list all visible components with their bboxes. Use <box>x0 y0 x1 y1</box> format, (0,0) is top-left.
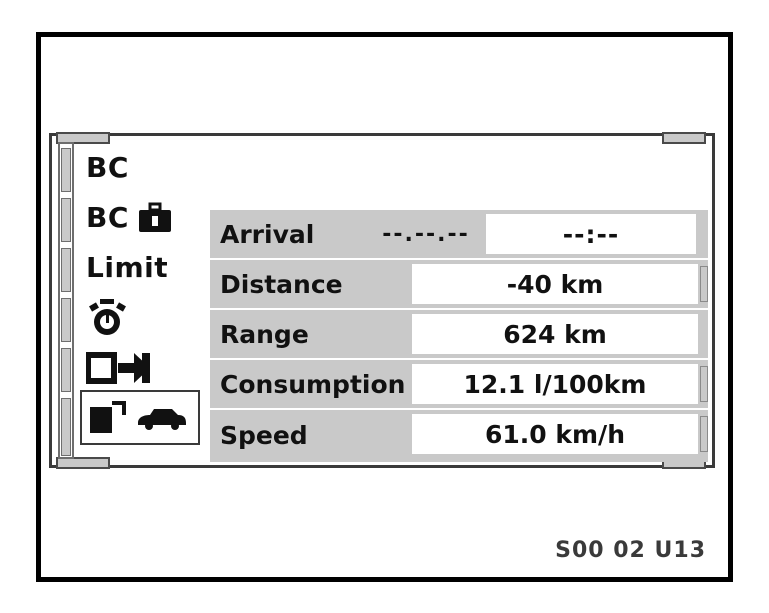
row-scroll-nub <box>700 416 708 452</box>
menu-item-label: BC <box>86 201 129 234</box>
lcd-display-panel <box>49 133 715 468</box>
exit-arrow-icon <box>86 351 152 385</box>
row-label: Speed <box>220 420 308 450</box>
menu-column <box>80 140 204 465</box>
row-label: Arrival <box>220 219 315 249</box>
menu-item-vehicle[interactable] <box>80 390 200 445</box>
row-scroll-nub <box>700 366 708 402</box>
row-label: Consumption <box>220 369 406 399</box>
row-label: Range <box>220 319 309 349</box>
row-scroll-nub <box>700 266 708 302</box>
row-value: 12.1 l/100km <box>412 364 698 404</box>
menu-item-stopwatch[interactable] <box>80 290 200 345</box>
stopwatch-icon <box>86 298 130 338</box>
menu-item-bc[interactable] <box>80 140 200 195</box>
row-value: 61.0 km/h <box>412 414 698 454</box>
menu-item-label: BC <box>86 151 129 184</box>
menu-item-exit[interactable] <box>80 340 200 395</box>
menu-item-bc-trip[interactable] <box>80 190 200 245</box>
table-row[interactable] <box>210 310 708 360</box>
table-row[interactable] <box>210 210 708 260</box>
scrollbar-segment[interactable] <box>61 148 71 192</box>
instrument-cluster-frame <box>36 32 733 582</box>
briefcase-icon <box>137 202 173 234</box>
display-tab-top-right <box>662 132 706 144</box>
table-row[interactable] <box>210 410 708 460</box>
row-value: --:-- <box>486 214 696 254</box>
car-icon <box>134 405 190 431</box>
row-label: Distance <box>220 269 343 299</box>
trip-computer-table <box>210 210 708 462</box>
door-icon <box>88 401 126 435</box>
scrollbar-thumb[interactable] <box>61 398 71 456</box>
row-secondary-value: --.--.-- <box>382 221 470 247</box>
scrollbar-segment[interactable] <box>61 198 71 242</box>
table-row[interactable] <box>210 260 708 310</box>
row-value: 624 km <box>412 314 698 354</box>
menu-item-limit[interactable] <box>80 240 200 295</box>
table-row[interactable] <box>210 360 708 410</box>
menu-scrollbar[interactable] <box>58 142 74 459</box>
scrollbar-segment[interactable] <box>61 348 71 392</box>
scrollbar-segment[interactable] <box>61 248 71 292</box>
scrollbar-segment[interactable] <box>61 298 71 342</box>
row-value: -40 km <box>412 264 698 304</box>
menu-item-label: Limit <box>86 251 169 284</box>
diagram-reference-code: S00 02 U13 <box>555 538 706 563</box>
